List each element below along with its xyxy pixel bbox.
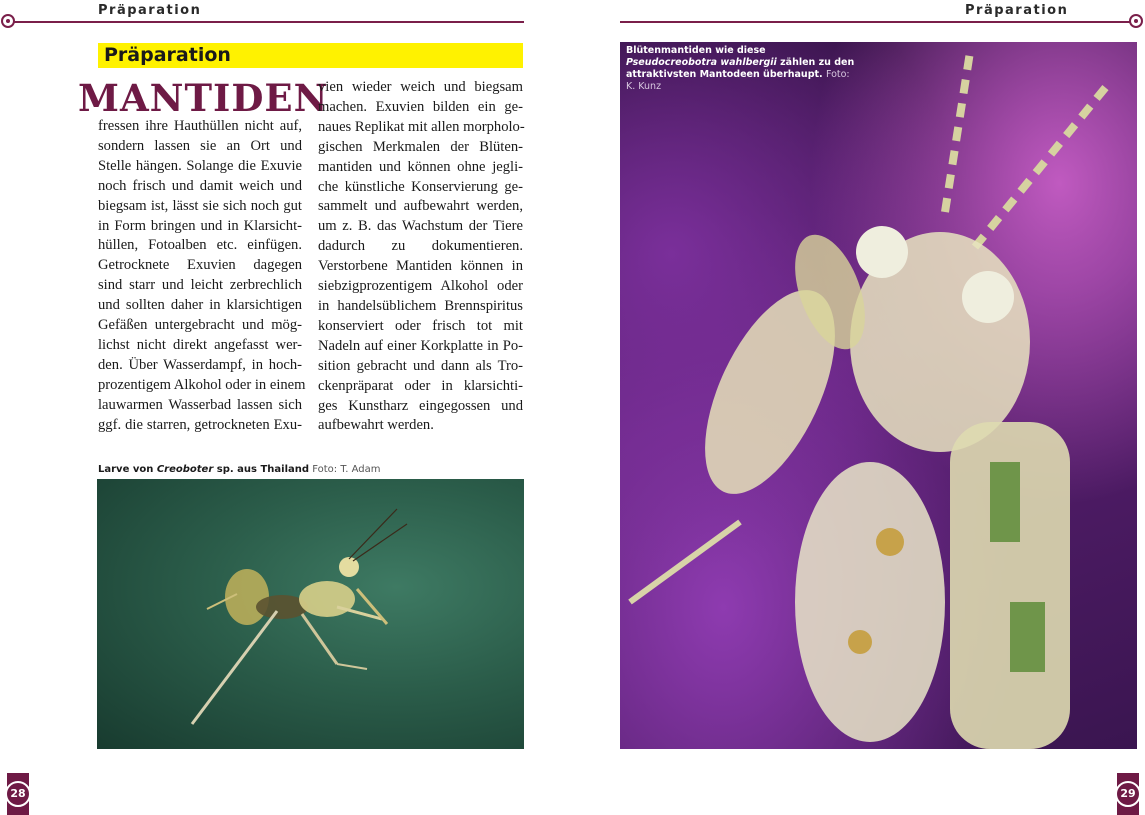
text-column-1 (98, 117, 306, 436)
text-line: fressen ihre Hauthüllen nicht auf, (98, 118, 302, 134)
page-number-left: 28 (5, 781, 31, 807)
text-line: naues Replikat mit allen morpholo- (318, 118, 525, 135)
running-head-right: Präparation (965, 3, 1069, 18)
text-line: Stelle hängen. Solange die Exuvie (98, 157, 302, 174)
text-line: den. Über Wasserdampf, in hoch- (98, 356, 302, 373)
text-line: ges Kunstharz eingegossen und (318, 397, 523, 414)
text-line: siebzigprozentigem Alkohol oder (318, 278, 523, 295)
left-page (0, 0, 572, 815)
mantis-illustration (620, 42, 1137, 749)
text-line: lauwarmen Wasserbad lassen sich (98, 396, 302, 413)
text-line: um z. B. das Wachstum der Tiere (318, 218, 523, 235)
text-line: in Form bringen und in Klarsicht- (98, 217, 302, 234)
running-head-left: Präparation (98, 3, 202, 18)
larva-illustration (97, 479, 524, 749)
header-rule (14, 21, 524, 23)
text-line: che künstliche Konservierung ge- (318, 178, 523, 195)
text-line: ggf. die starren, getrockneten Exu- (98, 416, 302, 433)
text-line: dadurch zu dokumentieren. (318, 238, 523, 255)
text-line: Nadeln auf einer Korkplatte in Po- (318, 337, 523, 354)
page-number-tab-left (7, 773, 29, 815)
photo-credit: Foto: T. Adam (312, 464, 381, 475)
header-rule-right (620, 21, 1130, 23)
caption-species: Creoboter (156, 464, 214, 475)
larva-photo (97, 479, 524, 749)
text-line: machen. Exuvien bilden ein ge- (318, 98, 523, 115)
text-line: noch frisch und damit weich und (98, 177, 302, 194)
page-number-tab-right (1117, 773, 1139, 815)
text-line: ckenpräparat oder in klarsichti- (318, 377, 523, 394)
flower-mantis-photo (620, 42, 1137, 749)
header-ornament-right (1129, 14, 1143, 28)
caption-prefix: Larve von (98, 464, 157, 475)
caption-species-right: Pseudocreobotra wahlbergii (626, 57, 777, 68)
caption-suffix: sp. aus Thailand (213, 464, 310, 475)
text-column-2 (318, 78, 523, 436)
text-line: vien wieder weich und biegsam (318, 79, 523, 95)
text-line: biegsam ist, lässt sie sich noch gut (98, 197, 302, 214)
caption-suffix-right: zählen zu den attraktivsten Mantodeen überhaupt. (626, 57, 855, 80)
section-banner (98, 43, 523, 68)
text-line: Getrocknete Exuvien dagegen (98, 257, 302, 274)
text-line: in handelsüblichem Brennspiritus (318, 297, 523, 314)
text-line: und sollten daher in klarsichtigen (98, 297, 302, 314)
text-line: lichst nicht direkt angefasst wer- (98, 336, 302, 353)
text-line: prozentigem Alkohol oder in einem (98, 376, 306, 393)
right-page (572, 0, 1145, 815)
text-line: sammelt und aufbewahrt werden, (318, 198, 523, 215)
caption-prefix-right: Blütenmantiden wie diese (626, 45, 766, 56)
photo-caption-left (98, 464, 523, 475)
text-line: konserviert oder frisch tot mit (318, 317, 523, 334)
text-line: sition gebracht und dann als Tro- (318, 357, 523, 374)
section-title: Präparation (104, 44, 231, 66)
text-line: mantiden und können ohne jegli- (318, 158, 523, 175)
page-number-right: 29 (1115, 781, 1141, 807)
text-line: hüllen, Fotoalben etc. einfügen. (98, 237, 302, 254)
text-line: sondern lassen sie an Ort und (98, 137, 302, 154)
header-ornament (1, 14, 15, 28)
text-line: aufbewahrt werden. (318, 417, 434, 434)
photo-caption-right (626, 45, 856, 93)
text-line: gischen Merkmalen der Blüten- (318, 138, 523, 155)
text-line: sind starr und leicht zerbrechlich (98, 277, 302, 294)
photo-credit-right: Foto: K. Kunz (626, 69, 850, 92)
text-line: Verstorbene Mantiden können in (318, 258, 523, 275)
drop-heading: MANTIDEN (78, 76, 329, 120)
text-line: Gefäßen untergebracht und mög- (98, 317, 302, 334)
